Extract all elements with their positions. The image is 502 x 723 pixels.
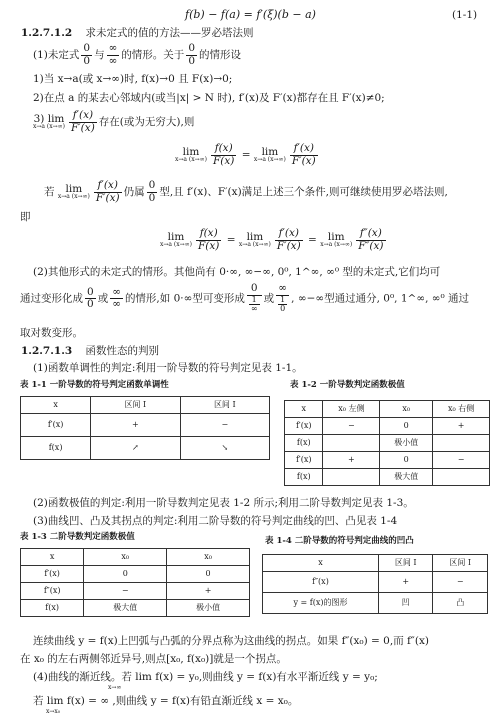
table-row: f(x) 极小值 [285, 435, 490, 452]
condition-3: 3) lim x→a (x→∞) $\frac{f'(x)}{F'(x)}$ 存在(或为无穷大),则 [33, 109, 195, 134]
para-asymptote-vertical: 若 lim f(x) = ∞ ,则曲线 y = f(x)有铅直渐近线 x = x₀。 [33, 695, 299, 707]
repeated-lhopital-equation: lim x→a (x→∞) $\frac{f(x)}{F(x)}$ = lim x→a (x→∞) $\frac{f'(x)}{F'(x)}$ = lim x→a (x→∞) $\frac{f''(x)}{F''(x)}$ [160, 227, 384, 252]
table-row: f′(x) − 0 + [285, 418, 490, 435]
para-extremum: (2)函数极值的判定:利用一阶导数判定见表 1-2 所示;利用二阶导数判定见表 1-3。 [33, 497, 414, 509]
ji-label: 即 [20, 211, 31, 223]
table-1-3-caption: 表 1-3 二阶导数判定函数极值 [20, 532, 135, 542]
section-heading-1 [21, 26, 254, 40]
section-number: 1.2.7.1.2 [21, 27, 73, 39]
para-inflection-1: 连续曲线 y = f(x)上凹弧与凸弧的分界点称为这曲线的拐点。如果 f″(x₀) = 0,而 f″(x) [33, 635, 429, 647]
table-1-1-caption: 表 1-1 一阶导数的符号判定函数单调性 [20, 380, 169, 390]
table-1-2-caption: 表 1-2 一阶导数判定函数极值 [290, 380, 405, 390]
top-equation: f(b) − f(a) = f′(ξ)(b − a) [185, 8, 316, 21]
table-1-4-caption: 表 1-4 二阶导数的符号判定曲线的凹凸 [265, 536, 414, 546]
table-row: x 区间 I 区间 I [21, 397, 270, 414]
table-row: x x₀ x₀ [21, 549, 250, 566]
table-row: f′(x) + − [21, 414, 270, 437]
table-1-4 [262, 554, 488, 614]
table-1-1 [20, 396, 270, 460]
table-row: x 区间 I 区间 I [263, 555, 488, 572]
para-undetermined-forms: (1)未定式 $\frac{0}{0}$ 与 $\frac{\infty}{\infty}$ 的情形。关于 $\frac{0}{0}$ 的情形设 [33, 42, 241, 67]
table-row: f′(x) + 0 − [285, 452, 490, 469]
condition-2: 2)在点 a 的某去心邻域内(或当|x| > N 时), f′(x)及 F′(x)都存在且 F′(x)≠0; [33, 92, 385, 104]
para-monotonic: (1)函数单调性的判定:利用一阶导数的符号判定见表 1-1。 [33, 362, 303, 374]
table-row: f(x) 极大值 极小值 [21, 600, 250, 617]
table-row: f(x) ↗ ↘ [21, 437, 270, 460]
table-row: f(x) 极大值 [285, 469, 490, 486]
para-other-forms-2: 通过变形化成 $\frac{0}{0}$ 或 $\frac{\infty}{\infty}$ 的情形,如 0·∞型可变形成 $\frac{0}{\frac{1}{\infty}}$ 或 $\frac{\infty}{\frac{1}{0}}$ , ∞−∞型通过通分, 0⁰, 1^∞, ∞⁰ 通过 [20, 282, 470, 314]
lhopital-equation: lim x→a (x→∞) $\frac{f(x)}{F(x)}$ = lim x→a (x→∞) $\frac{f'(x)}{F'(x)}$ [175, 142, 316, 167]
section-heading-2: 1.2.7.1.3 函数性态的判别 [21, 345, 159, 357]
table-row: f″(x) − + [21, 583, 250, 600]
para-other-forms-3: 取对数变形。 [20, 327, 83, 339]
equation-number: (1-1) [452, 9, 478, 21]
table-1-2 [284, 400, 490, 486]
para-inflection-2: 在 x₀ 的左右两侧邻近异号,则点[x₀, f(x₀)]就是一个拐点。 [20, 653, 287, 665]
section-title: 求未定式的值的方法——罗必塔法则 [85, 27, 254, 39]
condition-1: 1)当 x→a(或 x→∞)时, f(x)→0 且 F(x)→0; [33, 73, 233, 85]
para-repeat-rule: 若 lim x→a (x→∞) $\frac{f'(x)}{F'(x)}$ 仍属 $\frac{0}{0}$ 型,且 f′(x)、F′(x)满足上述三个条件,则可继续使用罗必塔法则, [44, 179, 448, 204]
table-1-3 [20, 548, 250, 617]
para-asymptote-horizontal: (4)曲线的渐近线。若 lim f(x) = y₀,则曲线 y = f(x)有水平渐近线 y = y₀; [33, 671, 378, 683]
table-row: y = f(x)的图形 凹 凸 [263, 593, 488, 614]
limit-subscript: x→x₀ [46, 708, 61, 715]
table-row: f′(x) 0 0 [21, 566, 250, 583]
table-row: f″(x) + − [263, 572, 488, 593]
table-row: x x₀ 左侧 x₀ x₀ 右侧 [285, 401, 490, 418]
limit-subscript: x→∞ [108, 684, 122, 691]
para-other-forms-1: (2)其他形式的未定式的情形。其他尚有 0·∞, ∞−∞, 0⁰, 1^∞, ∞⁰ 型的未定式,它们均可 [33, 266, 441, 278]
para-concavity: (3)曲线凹、凸及其拐点的判定:利用二阶导数的符号判定曲线的凹、凸见表 1-4 [33, 515, 398, 527]
